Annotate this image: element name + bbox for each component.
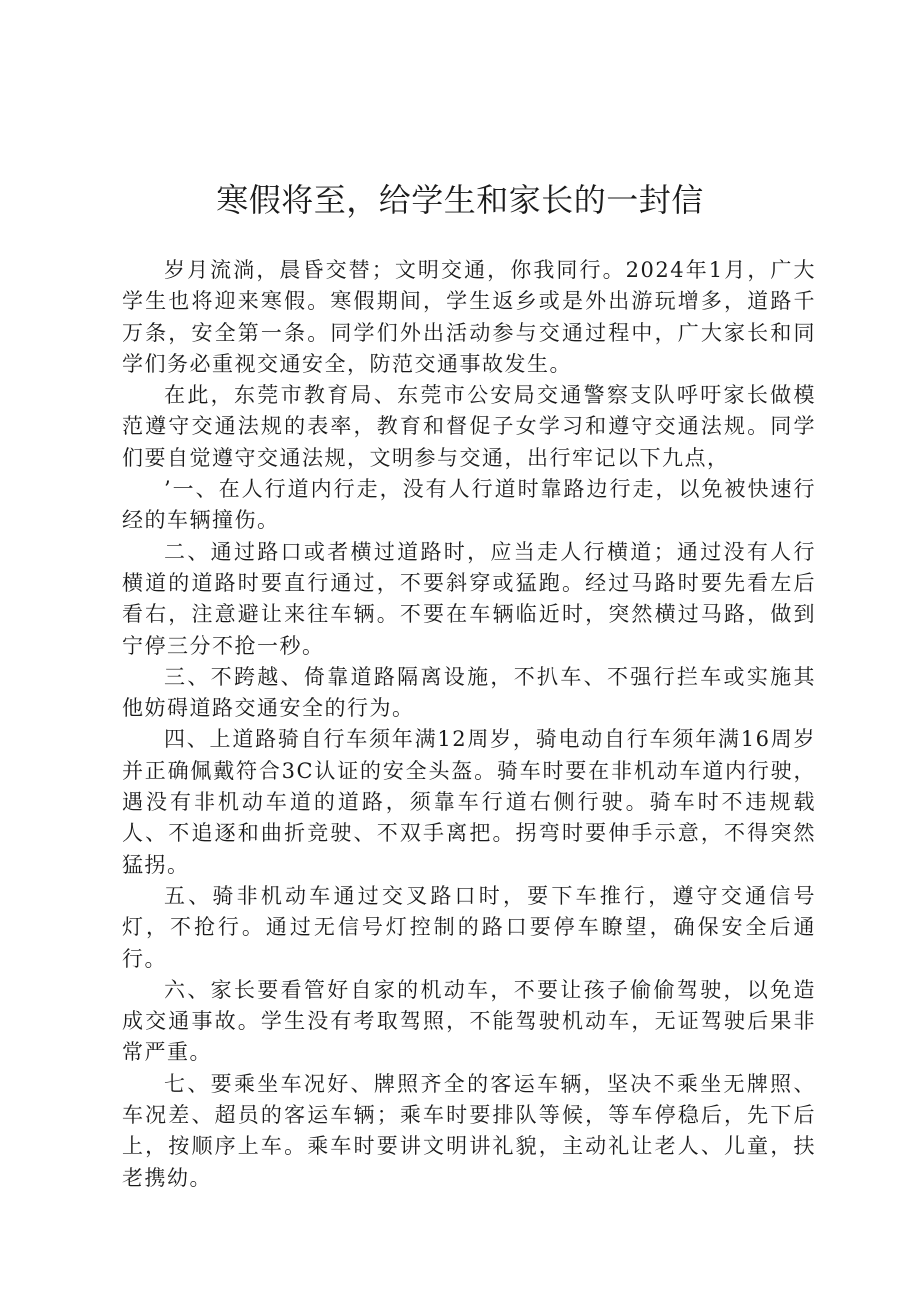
- paragraph-rule-4: 四、上道路骑自行车须年满12周岁，骑电动自行车须年满16周岁并正确佩戴符合3C认证的安全头盔。骑车时要在非机动车道内行驶，遇没有非机动车道的道路，须靠车行道右侧行驶。骑车时不违规载人、不追逐和曲折竞驶、不双手离把。拐弯时要伸手示意，不得突然猛拐。: [122, 727, 816, 877]
- paragraph-rule-5: 五、骑非机动车通过交叉路口时，要下车推行，遵守交通信号灯，不抢行。通过无信号灯控制的路口要停车瞭望，确保安全后通行。: [122, 883, 816, 971]
- paragraph-rule-6: 六、家长要看管好自家的机动车，不要让孩子偷偷驾驶，以免造成交通事故。学生没有考取驾照，不能驾驶机动车，无证驾驶后果非常严重。: [122, 977, 816, 1065]
- document-body: [122, 255, 816, 1194]
- paragraph-rule-3: 三、不跨越、倚靠道路隔离设施，不扒车、不强行拦车或实施其他妨碍道路交通安全的行为。: [122, 664, 816, 721]
- paragraph-appeal: 在此，东莞市教育局、东莞市公安局交通警察支队呼吁家长做模范遵守交通法规的表率，教育和督促子女学习和遵守交通法规。同学们要自觉遵守交通法规，文明参与交通，出行牢记以下九点，: [122, 383, 816, 470]
- paragraph-rule-1: ’一、在人行道内行走，没有人行道时靠路边行走，以免被快速行经的车辆撞伤。: [122, 477, 816, 533]
- paragraph-rule-2: 二、通过路口或者横过道路时，应当走人行横道；通过没有人行横道的道路时要直行通过，不要斜穿或猛跑。经过马路时要先看左后看右，注意避让来往车辆。不要在车辆临近时，突然横过马路，做到宁停三分不抢一秒。: [122, 539, 816, 658]
- document-title: 寒假将至，给学生和家长的一封信: [216, 181, 704, 219]
- paragraph-rule-7: 七、要乘坐车况好、牌照齐全的客运车辆，坚决不乘坐无牌照、车况差、超员的客运车辆；乘车时要排队等候，等车停稳后，先下后上，按顺序上车。乘车时要讲文明讲礼貌，主动礼让老人、儿童，扶老携幼。: [122, 1071, 816, 1190]
- paragraph-intro: 岁月流淌，晨昏交替；文明交通，你我同行。2024年1月，广大学生也将迎来寒假。寒假期间，学生返乡或是外出游玩增多，道路千万条，安全第一条。同学们外出活动参与交通过程中，广大家长和同学们务必重视交通安全，防范交通事故发生。: [122, 258, 816, 376]
